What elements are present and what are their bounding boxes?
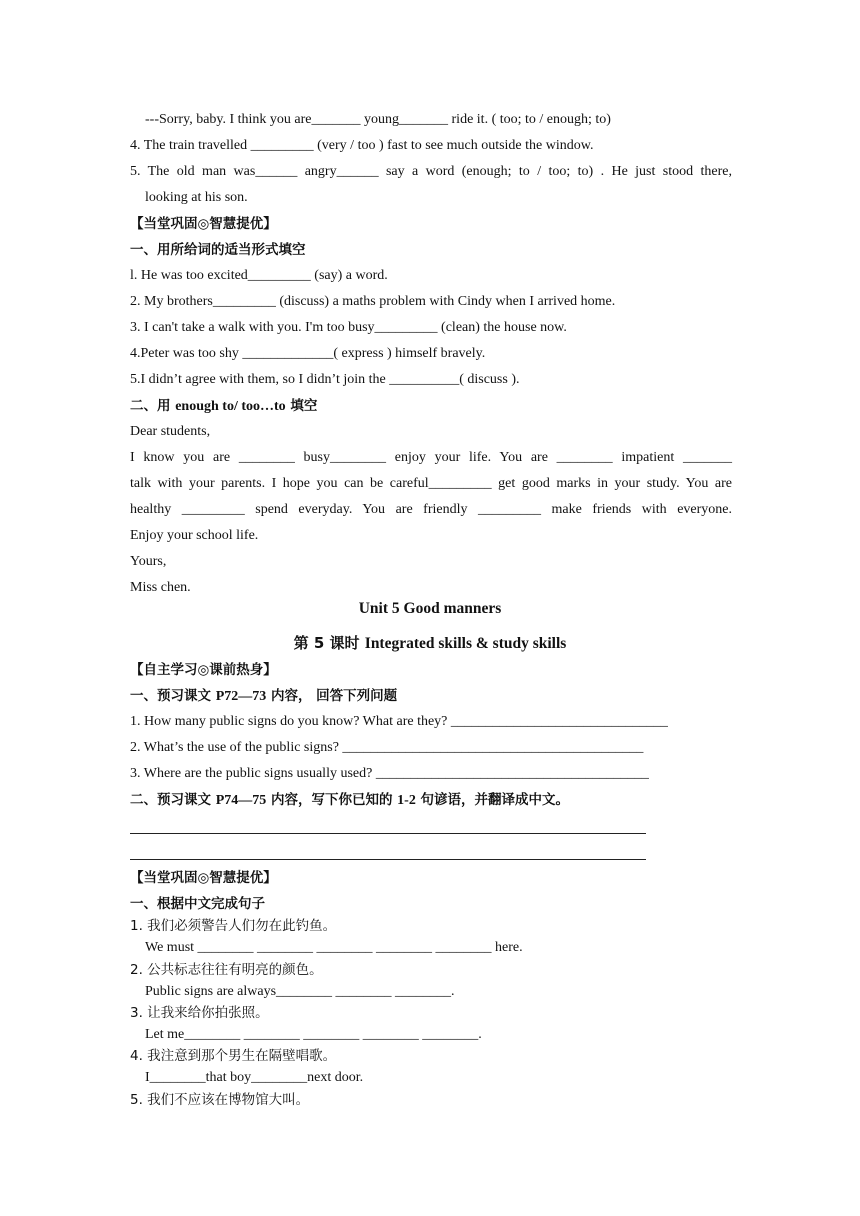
chinese-sentence: 5. 我们不应该在博物馆大叫。 (130, 1092, 310, 1108)
exercise-item: 5.I didn’t agree with them, so I didn’t join the __________( discuss ). (130, 372, 520, 387)
section-header: 【当堂巩固◎智慧提优】 (130, 216, 277, 232)
letter-signature: Miss chen. (130, 580, 191, 595)
english-blank-line: Public signs are always________ ________ ________. (145, 984, 455, 999)
answer-rule (130, 833, 646, 834)
english-blank-line: I________that boy________next door. (145, 1070, 364, 1085)
part-title: 一、用所给词的适当形式填空 (130, 242, 306, 258)
exercise-line: looking at his son. (145, 190, 248, 205)
letter-greeting: Dear students, (130, 424, 211, 439)
exercise-item: 4.Peter was too shy _____________( express ) himself bravely. (130, 346, 486, 361)
letter-line: I know you are ________ busy________ enjoy your life. You are ________ impatient _______ (130, 450, 732, 465)
letter-line: Enjoy your school life. (130, 528, 259, 543)
exercise-item: 2. My brothers_________ (discuss) a maths problem with Cindy when I arrived home. (130, 294, 616, 309)
unit-title: Unit 5 Good manners (358, 600, 502, 617)
part-title: 一、预习课文 P72—73 内容， 回答下列问题 (130, 688, 398, 704)
exercise-item: 3. I can't take a walk with you. I'm too busy_________ (clean) the house now. (130, 320, 567, 335)
part-title: 一、根据中文完成句子 (130, 896, 265, 912)
answer-rule (130, 859, 646, 860)
question-line: 3. Where are the public signs usually used? _______________________________________ (130, 766, 649, 781)
chinese-sentence: 1. 我们必须警告人们勿在此钓鱼。 (130, 918, 337, 934)
chinese-sentence: 4. 我注意到那个男生在隔壁唱歌。 (130, 1048, 337, 1064)
chinese-sentence: 3. 让我来给你拍张照。 (130, 1005, 269, 1021)
letter-closing: Yours, (130, 554, 167, 569)
exercise-line: 4. The train travelled _________ (very / too ) fast to see much outside the window. (130, 138, 594, 153)
exercise-line: ---Sorry, baby. I think you are_______ young_______ ride it. ( too; to / enough; to) (145, 112, 611, 127)
letter-line: talk with your parents. I hope you can be careful_________ get good marks in your study. You are (130, 476, 732, 491)
section-header: 【自主学习◎课前热身】 (130, 662, 277, 678)
part-title: 二、预习课文 P74—75 内容，写下你已知的 1-2 句谚语，并翻译成中文。 (130, 792, 570, 808)
exercise-line: 5. The old man was______ angry______ say a word (enough; to / too; to) . He just stood there, (130, 164, 732, 179)
section-header: 【当堂巩固◎智慧提优】 (130, 870, 277, 886)
english-blank-line: Let me________ ________ ________ ________ ________. (145, 1027, 482, 1042)
lesson-title: 第 5 课时 Integrated skills & study skills (293, 634, 567, 652)
question-line: 1. How many public signs do you know? What are they? _______________________________ (130, 714, 668, 729)
question-line: 2. What’s the use of the public signs? ___________________________________________ (130, 740, 644, 755)
english-blank-line: We must ________ ________ ________ ________ ________ here. (145, 940, 523, 955)
letter-line: healthy _________ spend everyday. You are friendly _________ make friends with everyone. (130, 502, 732, 517)
part-title: 二、用 enough to/ too…to 填空 (130, 398, 318, 414)
exercise-item: l. He was too excited_________ (say) a word. (130, 268, 388, 283)
chinese-sentence: 2. 公共标志往往有明亮的颜色。 (130, 962, 323, 978)
